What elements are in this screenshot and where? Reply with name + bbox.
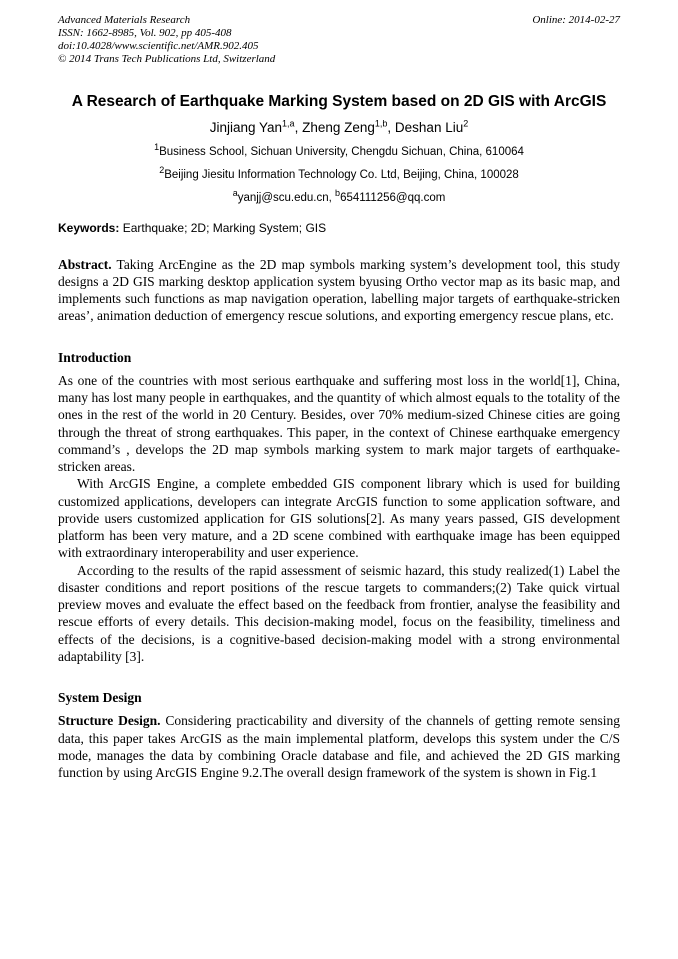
journal-doi: doi:10.4028/www.scientific.net/AMR.902.405 bbox=[58, 39, 259, 52]
author-2 bbox=[302, 120, 395, 135]
author-separator: , bbox=[294, 119, 303, 135]
author-1-superscript: 1,a bbox=[282, 118, 295, 129]
introduction-paragraph-2: With ArcGIS Engine, a complete embedded GIS component library which is used for building customized applications, developers can integrate ArcGIS function to some application software, and provide users customized application for GIS solutions[2]. As many years passed, GIS development platform has been very mature, and a 2D scene combined with earthquake image has been equipped with extraordinary interoperability and user experience. bbox=[58, 476, 620, 561]
keywords-line bbox=[58, 221, 620, 235]
email-a-superscript: a bbox=[232, 187, 238, 198]
introduction-paragraph-3: According to the results of the rapid assessment of seismic hazard, this study realized(1) Label the disaster conditions and report positions of the rescue targets to commanders;(2) Take quick virtual preview moves and evaluate the effect based on the feedback from frontier, analyse the feasibility and rescue efforts of every details. This decision-making model, focus on the feasibility, timeliness and effects of the decisions, is a cognitive-based decision-making model with a strong environmental adaptability [3]. bbox=[58, 562, 620, 664]
email-a-text: yanjj@scu.edu.cn, bbox=[237, 191, 336, 204]
author-3 bbox=[395, 120, 468, 135]
structure-design-text: Considering practicability and diversity of the channels of getting remote sensing data, this paper takes ArcGIS as the main implemental platform, develops this system under the C/S mode, manages the data by combining Oracle database and file, and achieved the 2D GIS marking function by using ArcGIS Engine 9.2.The overall design framework of the system is shown in Fig.1 bbox=[58, 713, 621, 781]
author-3-superscript: 2 bbox=[463, 118, 469, 129]
paper-title: A Research of Earthquake Marking System based on 2D GIS with ArcGIS bbox=[71, 92, 607, 110]
keywords-text: Earthquake; 2D; Marking System; GIS bbox=[122, 220, 327, 235]
affiliation-1-superscript: 1 bbox=[154, 141, 160, 152]
emails-line bbox=[58, 187, 620, 204]
affiliation-2 bbox=[58, 164, 620, 181]
email-b-superscript: b bbox=[335, 187, 341, 198]
affiliation-2-text: Beijing Jiesitu Information Technology Co. Ltd, Beijing, China, 100028 bbox=[164, 168, 519, 181]
journal-name: Advanced Materials Research bbox=[58, 14, 191, 26]
email-b-text: 654111256@qq.com bbox=[340, 191, 446, 204]
abstract-text: Taking ArcEngine as the 2D map symbols marking system’s development tool, this study designs a 2D GIS marking desktop application system byusing Ortho vector map as its basic map, and implements such functions as map navigation operation, labelling major targets of earthquake-stricken areas’, animation deduction of emergency rescue solutions, and exporting emergency rescue plans, etc. bbox=[58, 256, 620, 324]
abstract-label: Abstract. bbox=[58, 256, 112, 272]
introduction-paragraph-1: As one of the countries with most serious earthquake and suffering most loss in the world[1], China, many has lost many people in earthquakes, and the quantity of which almost equals to the totality of the ones in the rest of the world in 20 Century. Besides, over 70% medium-sized Chinese cities are going through the threat of strong earthquakes. This paper, in the context of Chinese earthquake emergency command’s , develops the 2D map symbols marking system to mark major targets of earthquake-stricken areas. bbox=[58, 372, 620, 475]
affiliation-1 bbox=[58, 141, 620, 158]
author-1-name: Jinjiang Yan bbox=[209, 119, 283, 135]
author-2-name: Zheng Zeng bbox=[302, 119, 375, 135]
author-1 bbox=[210, 120, 302, 135]
journal-copyright: © 2014 Trans Tech Publications Ltd, Switzerland bbox=[58, 52, 276, 65]
author-2-superscript: 1,b bbox=[374, 118, 388, 129]
journal-issn-volume: ISSN: 1662-8985, Vol. 902, pp 405-408 bbox=[58, 26, 232, 39]
structure-design-label: Structure Design. bbox=[58, 713, 161, 729]
section-heading-introduction: Introduction bbox=[58, 349, 132, 365]
online-date: Online: 2014-02-27 bbox=[532, 14, 620, 26]
affiliation-1-text: Business School, Sichuan University, Chengdu Sichuan, China, 610064 bbox=[159, 145, 524, 158]
abstract-paragraph bbox=[58, 256, 620, 325]
journal-header-left bbox=[58, 14, 275, 66]
journal-header bbox=[58, 14, 620, 66]
section-heading-system-design: System Design bbox=[58, 690, 142, 706]
keywords-label: Keywords: bbox=[58, 220, 120, 235]
affiliation-2-superscript: 2 bbox=[159, 164, 165, 175]
author-separator: , bbox=[387, 119, 395, 135]
author-3-name: Deshan Liu bbox=[394, 119, 464, 135]
structure-design-paragraph bbox=[58, 712, 620, 781]
authors-line bbox=[58, 120, 620, 135]
